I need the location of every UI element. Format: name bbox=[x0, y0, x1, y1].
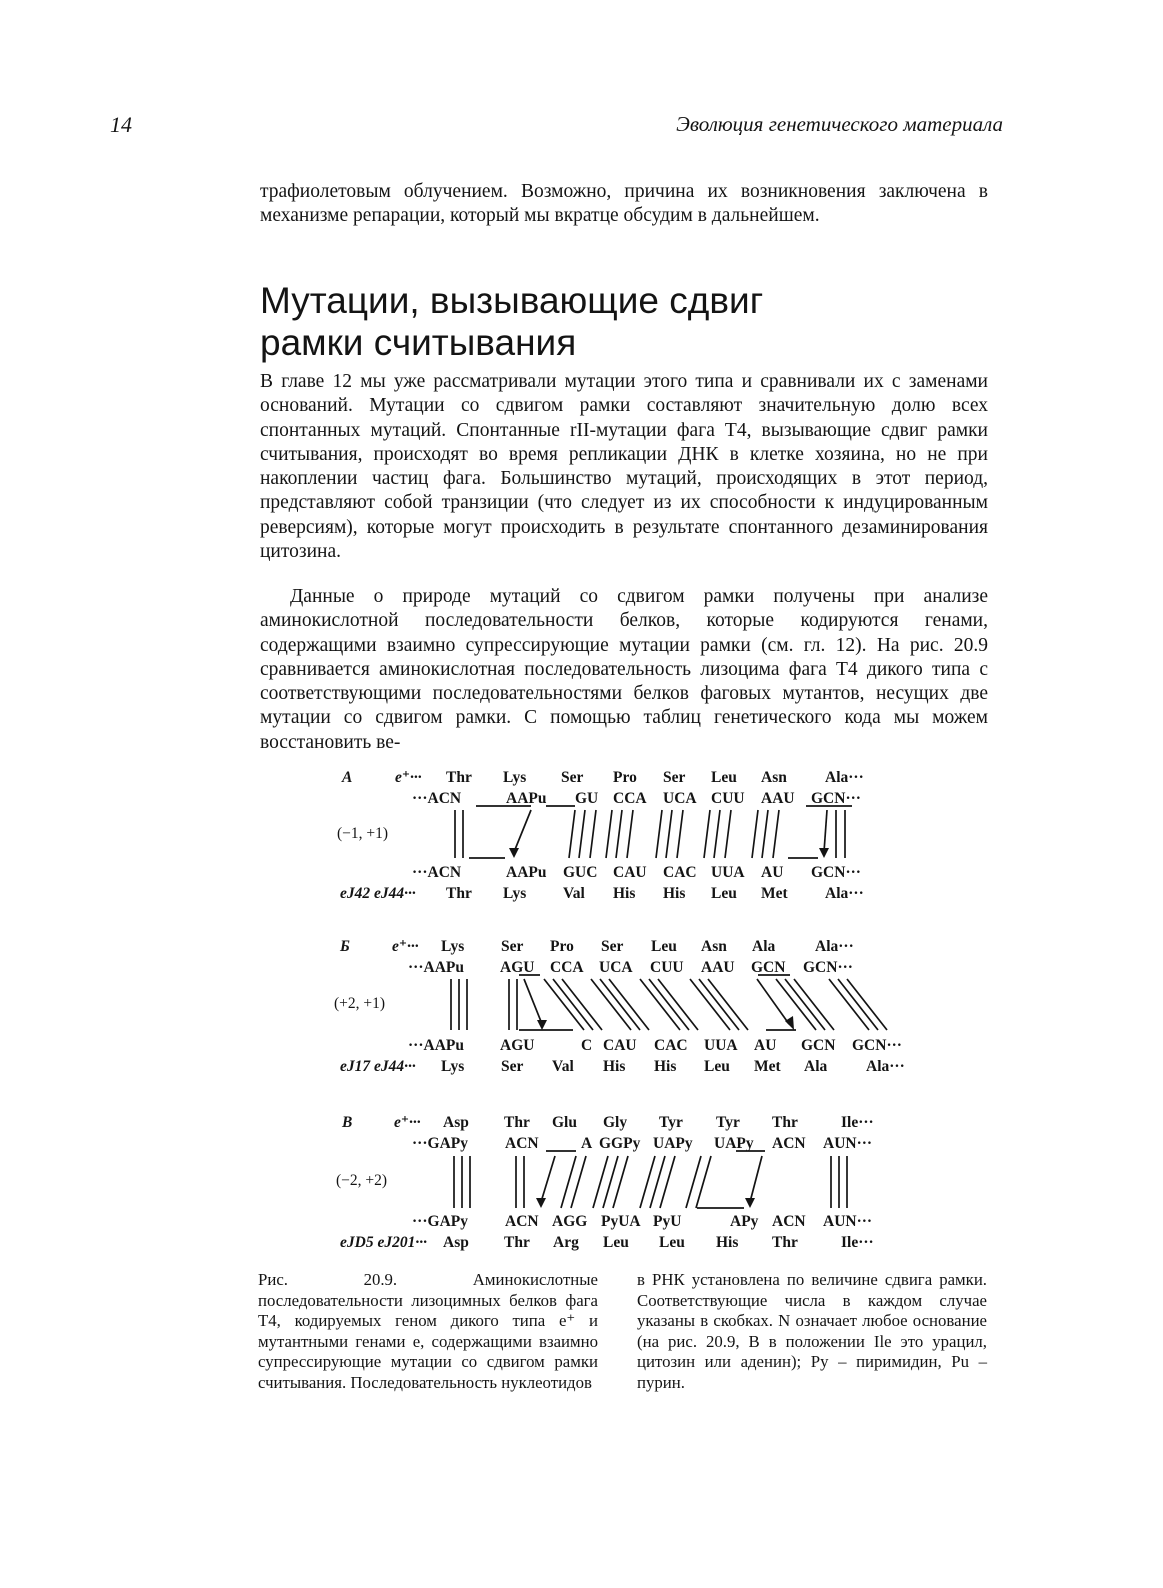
mut-label: eJD5 eJ201··· bbox=[340, 1234, 427, 1251]
wt-aa: Thr bbox=[446, 769, 472, 786]
wt-nt: ···GAPy bbox=[412, 1135, 468, 1152]
wt-nt: UCA bbox=[663, 790, 697, 807]
wt-aa: Leu bbox=[711, 769, 737, 786]
mut-aa: His bbox=[716, 1234, 739, 1251]
mut-label: eJ17 eJ44··· bbox=[340, 1058, 416, 1075]
mut-nt: ···AAPu bbox=[408, 1037, 464, 1054]
panel-label: В bbox=[342, 1114, 353, 1131]
wt-aa: Pro bbox=[613, 769, 637, 786]
mut-aa: Thr bbox=[446, 885, 472, 902]
mut-nt: CAC bbox=[663, 864, 697, 881]
mut-nt: AGU bbox=[500, 1037, 535, 1054]
wt-label: e⁺··· bbox=[392, 938, 419, 955]
mut-nt: GCN··· bbox=[852, 1037, 902, 1054]
panel-label: A bbox=[342, 769, 353, 786]
wt-aa: Thr bbox=[504, 1114, 530, 1131]
shift-label: (+2, +1) bbox=[334, 995, 386, 1012]
wt-aa: Lys bbox=[503, 769, 527, 786]
running-title: Эволюция генетического материала bbox=[676, 112, 1003, 136]
wt-aa: Ser bbox=[663, 769, 686, 786]
wt-nt: UCA bbox=[599, 959, 633, 976]
wt-nt: A bbox=[581, 1135, 593, 1152]
mut-nt: GUC bbox=[563, 864, 598, 881]
mut-aa: His bbox=[654, 1058, 677, 1075]
figure-caption-left: Рис. 20.9. Аминокислотные последовательности лизоцимных белков фага Т4, кодируемых геном дикого типа e⁺ и мутантными генами e, содержащими взаимно супрессирующие мутации со сдвигом рамки считывания. Последовательность нуклеотидов bbox=[258, 1270, 598, 1392]
wt-aa: Ala··· bbox=[815, 938, 854, 955]
panel-b bbox=[334, 938, 905, 1075]
mut-aa: Val bbox=[552, 1058, 574, 1075]
wt-aa: Asn bbox=[761, 769, 787, 786]
wt-aa: Thr bbox=[772, 1114, 798, 1131]
mut-aa: Ala bbox=[804, 1058, 828, 1075]
mut-aa: Lys bbox=[503, 885, 527, 902]
heading-line-2: рамки считывания bbox=[260, 322, 577, 363]
figure-caption-right: в РНК установлена по величине сдвига рамки. Соответствующие числа в каждом случае указаны в скобках. N означает любое основание (на рис. 20.9, В в положении Ile это урацил, цитозин или аденин); Py – пиримидин, Pu – пурин. bbox=[637, 1270, 987, 1392]
mut-aa: Thr bbox=[772, 1234, 798, 1251]
mut-aa: Leu bbox=[711, 885, 737, 902]
mut-aa: Met bbox=[754, 1058, 781, 1075]
mut-aa: Met bbox=[761, 885, 788, 902]
wt-aa: Pro bbox=[550, 938, 574, 955]
mut-nt: APy bbox=[730, 1213, 759, 1230]
heading-line-1: Мутации, вызывающие сдвиг bbox=[260, 280, 764, 321]
mut-aa: Lys bbox=[441, 1058, 465, 1075]
wt-aa: Asp bbox=[443, 1114, 469, 1131]
mut-aa: Arg bbox=[553, 1234, 579, 1251]
wt-nt: GCN··· bbox=[811, 790, 861, 807]
mut-nt: CAC bbox=[654, 1037, 688, 1054]
wt-nt: CCA bbox=[613, 790, 647, 807]
wt-nt: GU bbox=[575, 790, 599, 807]
wt-nt: ···ACN bbox=[412, 790, 462, 807]
panel-label: Б bbox=[340, 938, 350, 955]
wt-nt: AAU bbox=[761, 790, 795, 807]
mut-nt: ···ACN bbox=[412, 864, 462, 881]
mut-aa: Thr bbox=[504, 1234, 530, 1251]
mut-nt: CAU bbox=[603, 1037, 637, 1054]
wt-aa: Gly bbox=[603, 1114, 628, 1131]
mut-nt: AU bbox=[754, 1037, 777, 1054]
mut-nt: CAU bbox=[613, 864, 647, 881]
wt-nt: ACN bbox=[772, 1135, 806, 1152]
section-heading bbox=[260, 280, 763, 364]
mut-nt: GCN··· bbox=[811, 864, 861, 881]
wt-nt: ACN bbox=[505, 1135, 539, 1152]
panel-a bbox=[337, 769, 864, 902]
wt-nt: GCN bbox=[751, 959, 786, 976]
wt-aa: Ser bbox=[601, 938, 624, 955]
wt-aa: Ile··· bbox=[841, 1114, 874, 1131]
mut-nt: AUN··· bbox=[823, 1213, 873, 1230]
mut-nt: AU bbox=[761, 864, 784, 881]
wt-nt: AGU bbox=[500, 959, 535, 976]
wt-aa: Ser bbox=[501, 938, 524, 955]
wt-nt: CCA bbox=[550, 959, 584, 976]
wt-aa: Glu bbox=[552, 1114, 577, 1131]
wt-aa: Lys bbox=[441, 938, 465, 955]
wt-nt: UAPy bbox=[653, 1135, 693, 1152]
wt-label: e⁺··· bbox=[394, 1114, 421, 1131]
mut-aa: Leu bbox=[603, 1234, 629, 1251]
mut-aa: His bbox=[603, 1058, 626, 1075]
mut-nt: C bbox=[581, 1037, 593, 1054]
wt-nt: CUU bbox=[650, 959, 684, 976]
mut-aa: His bbox=[663, 885, 686, 902]
shift-label: (−2, +2) bbox=[336, 1172, 388, 1189]
wt-nt: AUN··· bbox=[823, 1135, 873, 1152]
wt-nt: ···AAPu bbox=[408, 959, 464, 976]
mut-aa: Ser bbox=[501, 1058, 524, 1075]
wt-aa: Asn bbox=[701, 938, 727, 955]
wt-aa: Ala bbox=[752, 938, 776, 955]
mut-label: eJ42 eJ44··· bbox=[340, 885, 416, 902]
wt-aa: Leu bbox=[651, 938, 677, 955]
page-number: 14 bbox=[110, 112, 132, 137]
mut-aa: Val bbox=[563, 885, 585, 902]
paragraph-3: Данные о природе мутаций со сдвигом рамки получены при анализе аминокислотной последовательности белков, которые кодируются генами, содержащими взаимно супрессирующие мутации рамки (см. гл. 12). На рис. 20.9 сравнивается аминокислотная последовательность лизоцима фага Т4 дикого типа с соответствующими последовательностями белков фаговых мутантов, несущих две мутации со сдвигом рамки. С помощью таблиц генетического кода мы можем восстановить ве- bbox=[260, 586, 988, 753]
mut-nt: ···GAPy bbox=[412, 1213, 468, 1230]
mut-aa: Asp bbox=[443, 1234, 469, 1251]
mut-aa: Leu bbox=[659, 1234, 685, 1251]
wt-nt: GGPy bbox=[599, 1135, 641, 1152]
mut-aa: His bbox=[613, 885, 636, 902]
wt-label: e⁺··· bbox=[395, 769, 422, 786]
mut-nt: PyUA bbox=[601, 1213, 641, 1230]
paragraph-1: трафиолетовым облучением. Возможно, причина их возникновения заключена в механизме репарации, который мы вкратце обсудим в дальнейшем. bbox=[260, 181, 988, 227]
mut-nt: AGG bbox=[552, 1213, 588, 1230]
wt-nt: CUU bbox=[711, 790, 745, 807]
shift-label: (−1, +1) bbox=[337, 825, 389, 842]
wt-nt: AAPu bbox=[506, 790, 547, 807]
mut-aa: Ala··· bbox=[866, 1058, 905, 1075]
mut-nt: ACN bbox=[505, 1213, 539, 1230]
wt-aa: Tyr bbox=[659, 1114, 683, 1131]
wt-aa: Tyr bbox=[716, 1114, 740, 1131]
paragraph-2: В главе 12 мы уже рассматривали мутации этого типа и сравнивали их с заменами оснований. Мутации со сдвигом рамки составляют значительную долю всех спонтанных мутаций. Спонтанные rII-мутации фага Т4, вызывающие сдвиг рамки считывания, происходят во время репликации ДНК в клетке хозяина, но не при накоплении частиц фага. Большинство мутаций, происходящих в этот период, представляют собой транзиции (что следует из их способности к индуцированным реверсиям), которые могут происходить в результате спонтанного дезаминирования цитозина. bbox=[260, 371, 988, 563]
mut-nt: AAPu bbox=[506, 864, 547, 881]
mut-nt: PyU bbox=[653, 1213, 682, 1230]
wt-nt: GCN··· bbox=[803, 959, 853, 976]
mut-nt: GCN bbox=[801, 1037, 836, 1054]
mut-nt: UUA bbox=[711, 864, 745, 881]
wt-nt: UAPy bbox=[714, 1135, 754, 1152]
mut-aa: Leu bbox=[704, 1058, 730, 1075]
mut-nt: ACN bbox=[772, 1213, 806, 1230]
wt-nt: AAU bbox=[701, 959, 735, 976]
mut-aa: Ala··· bbox=[825, 885, 864, 902]
panel-c bbox=[336, 1114, 874, 1251]
wt-aa: Ser bbox=[561, 769, 584, 786]
mut-aa: Ile··· bbox=[841, 1234, 874, 1251]
mut-nt: UUA bbox=[704, 1037, 738, 1054]
wt-aa: Ala··· bbox=[825, 769, 864, 786]
